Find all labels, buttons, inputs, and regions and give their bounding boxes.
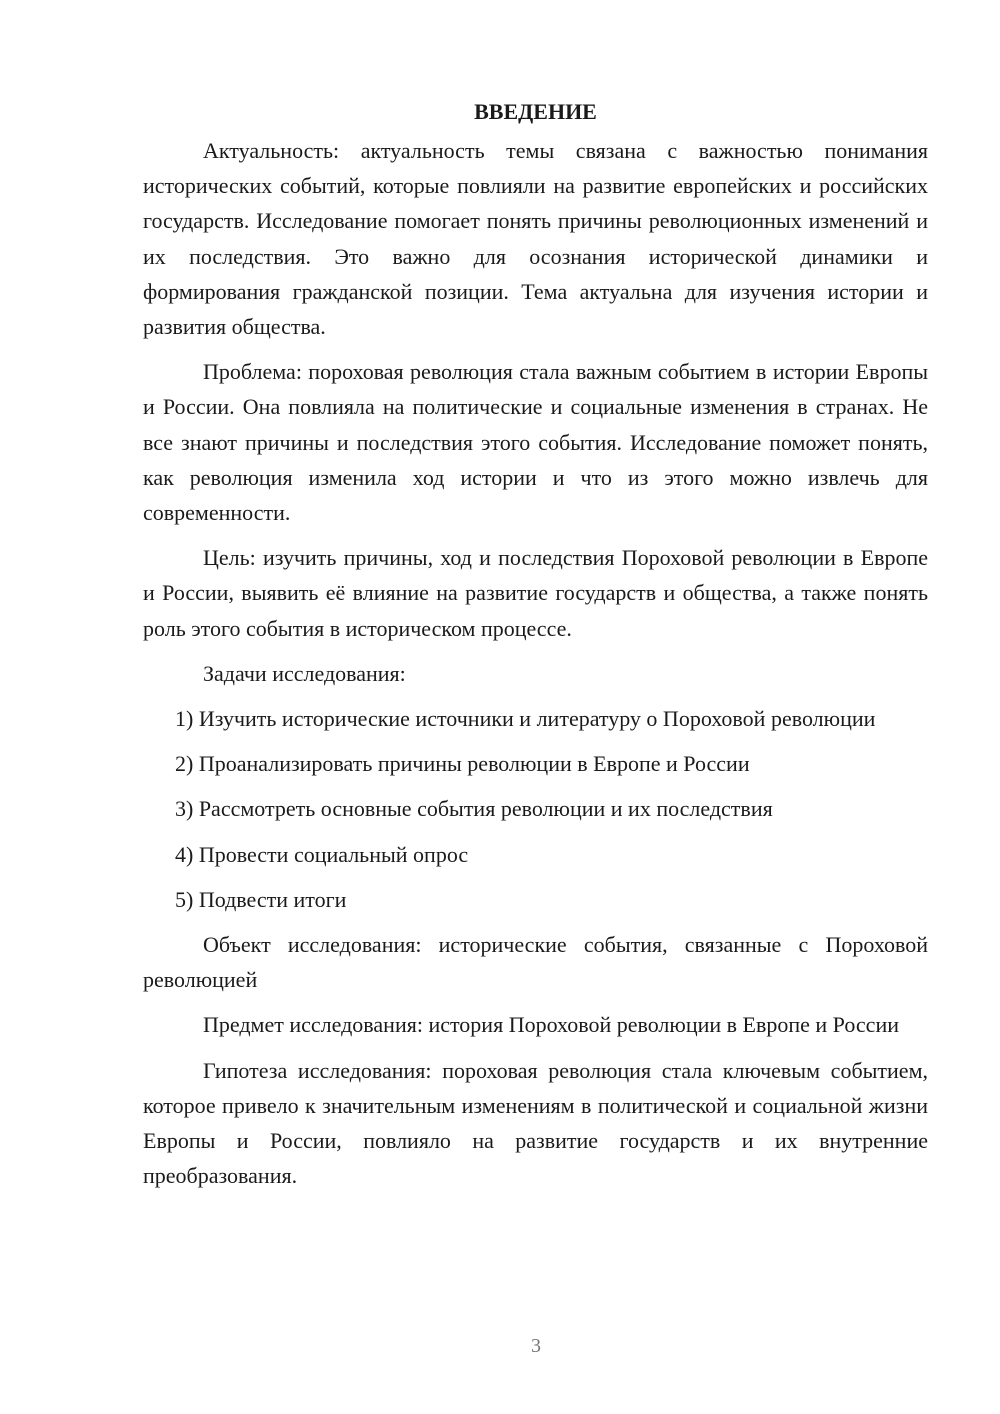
paragraph-relevance: Актуальность: актуальность темы связана с важностью понимания исторических событий, которые повлияли на развитие европейских и российских государств. Исследование помогает понять причины революционных изменений и их последствия. Это важно для осознания исторической динамики и формирования гражданской позиции. Тема актуальна для изучения истории и развития общества. <box>143 138 928 340</box>
list-item: 2) Проанализировать причины революции в Европе и России <box>175 751 750 777</box>
tasks-list <box>143 701 928 917</box>
list-item: 3) Рассмотреть основные события революции и их последствия <box>175 796 773 822</box>
list-item: 5) Подвести итоги <box>175 886 347 912</box>
list-item: 4) Провести социальный опрос <box>175 841 469 867</box>
document-body <box>143 94 928 1203</box>
page-number: 3 <box>531 1335 541 1357</box>
paragraph-subject: Предмет исследования: история Пороховой революции в Европе и России <box>203 1012 899 1038</box>
paragraph-problem: Проблема: пороховая революция стала важным событием в истории Европы и России. Она повлияла на политические и социальные изменения в странах. Не все знают причины и последствия этого события. Исследование поможет понять, как революция изменила ход истории и что из этого можно извлечь для современности. <box>143 359 928 526</box>
paragraph-goal: Цель: изучить причины, ход и последствия Пороховой революции в Европе и России, выявить её влияние на развитие государств и общества, а также понять роль этого события в историческом процессе. <box>143 545 928 641</box>
paragraph-hypothesis: Гипотеза исследования: пороховая революция стала ключевым событием, которое привело к значительным изменениям в политической и социальной жизни Европы и России, повлияло на развитие государств и их внутренние преобразования. <box>143 1057 928 1189</box>
list-item: 1) Изучить исторические источники и литературу о Пороховой революции <box>175 706 876 732</box>
section-title: ВВЕДЕНИЕ <box>474 99 597 124</box>
paragraph-object: Объект исследования: исторические события, связанные с Пороховой революцией <box>143 932 928 993</box>
tasks-heading: Задачи исследования: <box>203 660 406 686</box>
